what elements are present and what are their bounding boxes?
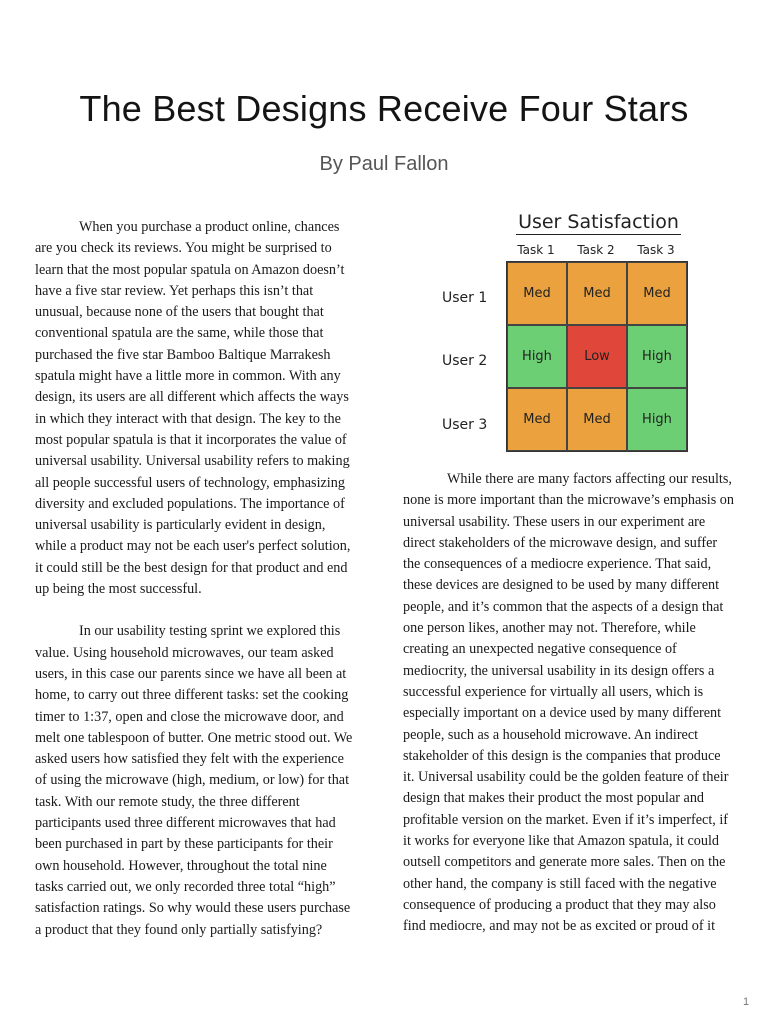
left-column [35,217,353,941]
user-label: User 2 [442,353,488,369]
paragraph-universal-usability: While there are many factors affecting our results, none is more important than the microwave’s emphasis on universal usability. These users in our experiment are direct stakeholders of the microwave design, and suffer the consequences of a mediocre experience. That said, these devices are designed to be used by many different people, and it’s common that the aspects of a design that one person likes, another may not. Therefore, while creating an unexpected negative consequence of mediocrity, the universal usability in its design offers a successful experience for virtually all users, which is especially important on a device used by many different people, such as a household microwave. An indirect stakeholder of this design is the companies that produce it. Universal usability could be the golden feature of their design that makes their product the most popular and profitable version on the market. Even if it’s imperfect, if it works for everyone like that Amazon spatula, it could outsell competitors and generate more sales. Then on the other hand, the company is still faced with the negative consequence of producing a product that they may also find mediocre, and may not be as excited or proud of it [403,471,734,935]
user-label: User 1 [442,290,488,306]
user-label: User 3 [442,417,488,433]
paragraph-intro: When you purchase a product online, chances are you check its reviews. You might be surprised to learn that the most popular spatula on Amazon doesn’t have a five star review. Yet perhaps this isn’t that unusual, because none of the users that bought that conventional spatula are the same, while those that purchased the five star Bamboo Baltique Marrakesh spatula might have a little more in common. With any design, its users are all different which affects the ways in which they interact with that design. The key to the most popular spatula is that it incorporates the value of universal usability. Universal usability refers to making all people successful users of technology, emphasizing diversity and excluded populations. The importance of universal usability is particularly evident in design, while a product may not be each user's perfect solution, it could still be the best design for that product and end up being the most successful. [35,219,351,598]
grid-cell: Med [507,388,567,451]
document-title: The Best Designs Receive Four Stars [79,88,689,129]
grid-cell: Low [567,325,627,388]
grid-cell: High [507,325,567,388]
grid-cell: High [627,325,687,388]
task-label: Task 3 [637,243,675,257]
grid-cell: Med [627,262,687,325]
grid-cell: Med [567,262,627,325]
user-satisfaction-figure [436,208,696,456]
grid-cell: High [627,388,687,451]
grid-cell: Med [507,262,567,325]
paragraph-usability-sprint: In our usability testing sprint we explored this value. Using household microwaves, our team asked users, in this case our parents since we have all been at home, to carry out three different tasks: set the cooking timer to 1:37, open and close the microwave door, and melt one tablespoon of butter. One metric stood out. We asked users how satisfied they felt with the experience of using the microwave (high, medium, or low) for that task. With our remote study, the three different participants used three different microwaves that had been purchased in part by these participants for their own household. However, throughout the total nine tasks carried out, we only recorded three total “high” satisfaction ratings. So why would these users purchase a product that they found only partially satisfying? [35,623,353,938]
grid-cell: Med [567,388,627,451]
satisfaction-grid [506,261,688,452]
author-byline: By Paul Fallon [319,153,449,175]
figure-title: User Satisfaction [516,211,681,235]
right-column [403,469,735,938]
task-label: Task 2 [577,243,615,257]
task-label: Task 1 [517,243,555,257]
page-number: 1 [742,996,750,1008]
